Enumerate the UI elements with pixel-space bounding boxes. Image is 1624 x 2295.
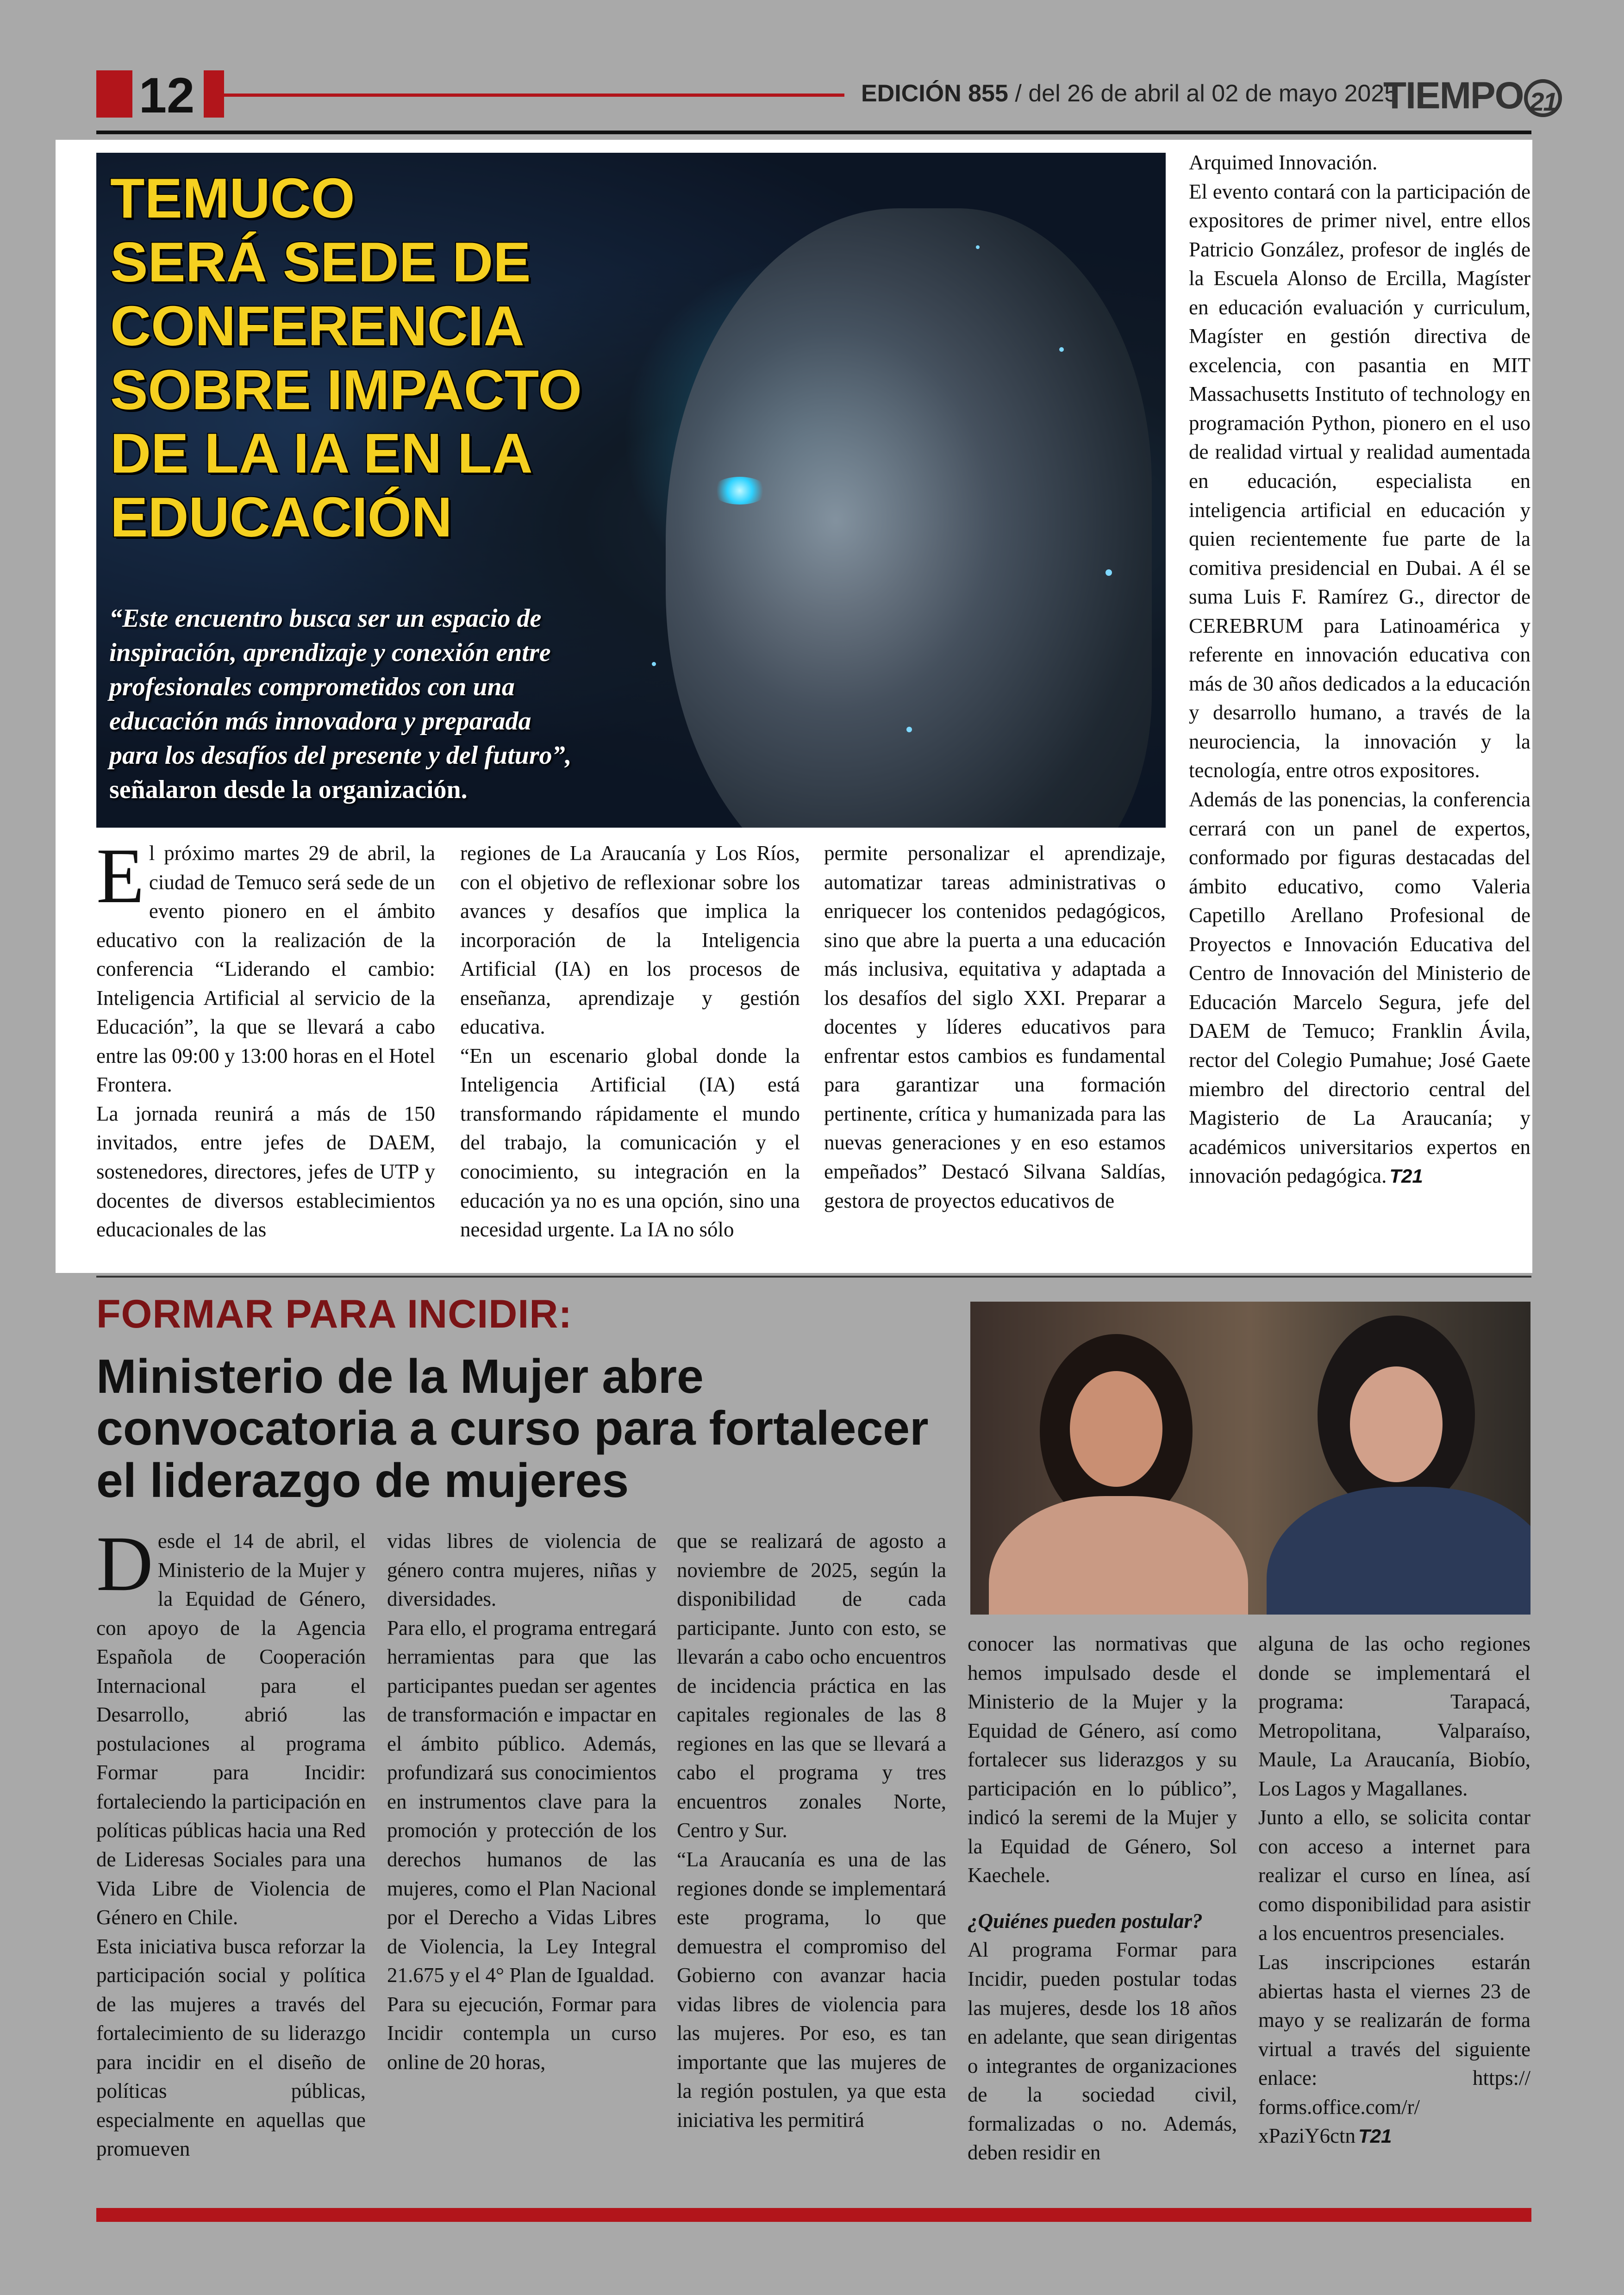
paragraph: El evento contará con la participación de expositores de primer nivel, entre ellos Patricio González, profesor de inglés de la Escuela Alonso de Ercilla, Magíster en educación evaluación y curriculum, Magíster en gestión directiva de excelencia, con pasantia en MIT Massachusetts Instituto of technology en programación Python, pionero en el uso de realidad virtual y realidad aumentada en educación, especialista en inteligencia artificial en educación y quien recientemente fue parte de la comitiva presidencial en Dubai. A él se suma Luis F. Ramírez G., director de CEREBRUM para Latinoamérica y referente en innovación educativa con más de 30 años dedicados a la educación y desarrollo humano, a través de la neurociencia, la innovación y la tecnología, entre otros expositores. [1189, 180, 1530, 782]
section-divider [96, 1276, 1531, 1278]
quote-attribution: señalaron desde la organización. [109, 775, 468, 804]
article1-column-3 [824, 839, 1166, 1215]
edition-number: EDICIÓN 855 [861, 80, 1008, 107]
title-line: EDUCACIÓN [110, 486, 452, 549]
headline-line: Ministerio de la Mujer abre [96, 1350, 704, 1403]
page-number: 12 [139, 67, 195, 123]
page-number-left-block [96, 70, 132, 118]
paragraph: alguna de las ocho regiones donde se implementará el programa: Tarapacá, Metropolitana, Valparaíso, Maule, La Araucanía, Biobío, Los Lagos y Magallanes. [1258, 1632, 1530, 1800]
particle [976, 245, 980, 249]
edition-line [861, 80, 1398, 107]
ai-head-figure [666, 208, 1152, 828]
article1-pull-quote [109, 602, 711, 807]
t21-end-mark: T21 [1389, 1165, 1423, 1187]
dropcap: D [96, 1520, 153, 1607]
paragraph: “La Araucanía es una de las regiones donde se implementará este programa, lo que demuestra el compromiso del Gobierno con avanzar hacia vidas libres de violencia para las mujeres. Por eso, es tan importante que las mujeres de la región postulen, ya que esta iniciativa les permitirá [677, 1848, 946, 2132]
particle [1106, 569, 1112, 576]
paragraph: vidas libres de violencia de género contra mujeres, niñas y diversidades. [387, 1529, 656, 1611]
headline-line: convocatoria a curso para fortalecer [96, 1402, 929, 1456]
article1-column-2 [460, 839, 800, 1244]
quote-line: profesionales comprometidos con una [109, 672, 515, 701]
article2-column-1 [96, 1520, 366, 2164]
header-black-rule [96, 131, 1531, 134]
paragraph: La jornada reunirá a más de 150 invitados, entre jefes de DAEM, sostenedores, directores, jefes de UTP y docentes de diversos establecimientos educacionales de las [96, 1102, 435, 1241]
article2-kicker: FORMAR PARA INCIDIR: [96, 1292, 573, 1336]
particle [1059, 347, 1064, 352]
woman-left-coat [989, 1496, 1248, 1615]
paragraph: Arquimed Innovación. [1189, 151, 1378, 174]
paragraph: regiones de La Araucanía y Los Ríos, con el objetivo de reflexionar sobre los avances y desafíos que implica la incorporación de la Inteligencia Artificial (IA) en los procesos de enseñanza, aprendizaje y gestión educativa. [460, 842, 800, 1039]
woman-left-face [1070, 1371, 1162, 1487]
paragraph: “En un escenario global donde la Inteligencia Artificial (IA) está transformando rápidamente el mundo del trabajo, la comunicación y el conocimiento, su integración en la educación ya no es una opción, sino una necesidad urgente. La IA no sólo [460, 1044, 800, 1241]
paragraph: Esta iniciativa busca reforzar la participación social y política de las mujeres a través del fortalecimiento de su liderazgo para incidir en el diseño de políticas públicas, especialmente en aquellas que promueven [96, 1934, 366, 2161]
page-number-right-block [204, 70, 224, 118]
paragraph: Las inscripciones estarán abiertas hasta el viernes 23 de mayo y se realizarán de forma virtual a través del siguiente enlace: https:// forms.office.com/r/ xPaziY6ctn [1258, 1951, 1530, 2148]
dropcap: E [96, 832, 144, 919]
quote-line: educación más innovadora y preparada [109, 706, 531, 736]
t21-end-mark: T21 [1358, 2125, 1392, 2147]
tiempo21-logo [1383, 74, 1562, 118]
woman-right-coat [1267, 1487, 1530, 1615]
article2-column-3 [677, 1527, 946, 2134]
paragraph: Junto a ello, se solicita contar con acceso a internet para realizar el curso en línea, así como disponibilidad para asistir a los encuentros presenciales. [1258, 1806, 1530, 1945]
paragraph: Para su ejecución, Formar para Incidir contempla un curso online de 20 horas, [387, 1992, 656, 2074]
ai-eye-glow [712, 477, 768, 505]
paragraph: conocer las normativas que hemos impulsado desde el Ministerio de la Mujer y la Equidad de Género, así como fortalecer sus liderazgos y su participación en lo público”, indicó la seremi de la Mujer y la Equidad de Género, Sol Kaechele. [968, 1632, 1237, 1887]
header-red-rule [224, 94, 844, 97]
article2-photo-two-women [970, 1302, 1530, 1615]
article1-column-4 [1189, 148, 1530, 1191]
date-range: / del 26 de abril al 02 de mayo 2025 [1008, 80, 1398, 107]
article2-column-4 [968, 1629, 1237, 2167]
title-line: TEMUCO [110, 167, 355, 230]
logo-text: TIEMPO [1383, 75, 1524, 117]
article1-title [110, 167, 712, 549]
quote-line: “Este encuentro busca ser un espacio de [109, 604, 542, 633]
particle [906, 727, 912, 732]
article2-headline [96, 1351, 976, 1507]
headline-line: el liderazgo de mujeres [96, 1453, 629, 1508]
title-line: CONFERENCIA [110, 294, 525, 357]
quote-line: para los desafíos del presente y del futuro”, [109, 741, 572, 770]
paragraph: esde el 14 de abril, el Ministerio de la Mujer y la Equidad de Género, con apoyo de la Agencia Española de Cooperación Internacional para el Desarrollo, abrió las postulaciones al programa Formar para Incidir: fortaleciendo la participación en políticas públicas hacia una Red de Lideresas Sociales para una Vida Libre de Violencia de Género en Chile. [96, 1529, 366, 1929]
title-line: SERÁ SEDE DE [110, 230, 531, 293]
woman-right-face [1350, 1366, 1443, 1482]
title-line: DE LA IA EN LA [110, 422, 533, 485]
title-line: SOBRE IMPACTO [110, 358, 582, 421]
paragraph: que se realizará de agosto a noviembre de 2025, según la disponibilidad de cada participante. Junto con esto, se llevarán a cabo ocho encuentros de incidencia práctica en las capitales regionales de las 8 regiones en las que se llevará a cabo el programa y tres encuentros zonales Norte, Centro y Sur. [677, 1529, 946, 1842]
logo-mark: 21 [1524, 79, 1562, 117]
paragraph: permite personalizar el aprendizaje, automatizar tareas administrativas o enriquecer los contenidos pedagógicos, sino que abre la puerta a una educación más inclusiva, equitativa y adaptada a los desafíos del siglo XXI. Preparar a docentes y líderes educativos para enfrentar estos cambios es fundamental para garantizar una formación pertinente, crítica y humanizada para las nuevas generaciones y en eso estamos empeñados” Destacó Silvana Saldías, gestora de proyectos educativos de [824, 842, 1166, 1212]
subheading: ¿Quiénes pueden postular? [968, 1909, 1203, 1933]
paragraph: Además de las ponencias, la conferencia cerrará con un panel de expertos, conformado por figuras destacadas del ámbito educativo, como Valeria Capetillo Arellano Profesional de Proyectos e Innovación Educativa del Centro de Innovación del Ministerio de Educación Marcelo Segura, jefe del DAEM de Temuco; Franklin Ávila, rector del Colegio Pumahue; José Gaete miembro del directorio central del Magisterio de La Araucanía; y académicos universitarios expertos en innovación pedagógica. [1189, 788, 1530, 1188]
article2-column-2 [387, 1527, 656, 2077]
article2-column-5 [1258, 1629, 1530, 2151]
paragraph: l próximo martes 29 de abril, la ciudad de Temuco será sede de un evento pionero en el ámbito educativo con la realización de la conferencia “Liderando el cambio: Inteligencia Artificial al servicio de la Educación”, la que se llevará a cabo entre las 09:00 y 13:00 horas en el Hotel Frontera. [96, 842, 435, 1097]
article1-column-1 [96, 832, 435, 1244]
article1-hero-image [96, 153, 1166, 828]
paragraph: Para ello, el programa entregará herramientas para que las participantes puedan ser agentes de transformación e impactar en el ámbito público. Además, profundizará sus conocimientos en instrumentos clave para la promoción y protección de los derechos humanos de las mujeres, como el Plan Nacional por el Derecho a Vidas Libres de Violencia, la Ley Integral 21.675 y el 4° Plan de Igualdad. [387, 1616, 656, 1987]
quote-line: inspiración, aprendizaje y conexión entre [109, 638, 551, 667]
paragraph: Al programa Formar para Incidir, pueden postular todas las mujeres, desde los 18 años en adelante, que sean dirigentas o integrantes de organizaciones de la sociedad civil, formalizadas o no. Además, deben residir en [968, 1938, 1237, 2164]
footer-red-bar [96, 2208, 1531, 2222]
